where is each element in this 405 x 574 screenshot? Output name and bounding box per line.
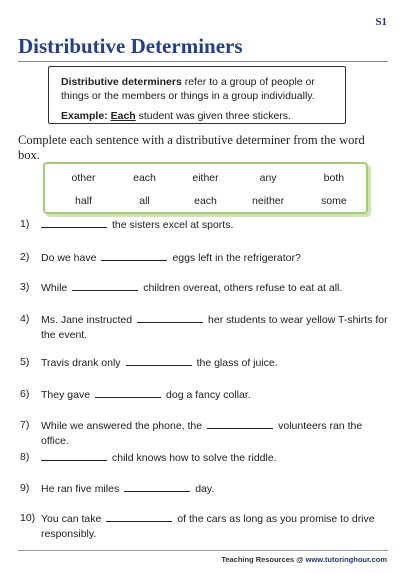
question-after: day. <box>195 483 215 495</box>
word-box-word: half <box>75 195 92 207</box>
question-text <box>41 250 390 266</box>
question-before: Travis drank only <box>41 357 121 369</box>
question-after: the glass of juice. <box>196 357 278 369</box>
question-number: 2) <box>20 251 30 263</box>
question-text <box>41 450 390 466</box>
question-after: dog a fancy collar. <box>166 389 251 401</box>
word-box-word: each <box>133 172 156 184</box>
question-text <box>41 355 390 371</box>
word-box-word: neither <box>252 195 285 207</box>
question-after: her students to wear yellow T-shirts for the event. <box>41 314 388 341</box>
title-divider <box>18 61 388 62</box>
answer-blank[interactable] <box>126 355 192 366</box>
question-text <box>41 312 390 343</box>
example-rest: student was given three stickers. <box>135 110 291 122</box>
question-text <box>41 418 390 449</box>
question-text <box>41 387 390 403</box>
question-number: 7) <box>20 419 30 431</box>
answer-blank[interactable] <box>41 217 107 228</box>
question-before: While we answered the phone, the <box>41 420 203 432</box>
question-number: 3) <box>20 281 30 293</box>
question-after: child knows how to solve the riddle. <box>112 452 277 464</box>
question-before: While <box>41 282 68 294</box>
question-after: of the cars as long as you promise to drive responsibly. <box>41 513 375 540</box>
footer-site: www.tutoringhour.com <box>305 555 387 564</box>
answer-blank[interactable] <box>124 481 190 492</box>
answer-blank[interactable] <box>106 511 172 522</box>
footer <box>221 555 387 564</box>
question-after: eggs left in the refrigerator? <box>172 252 301 264</box>
question-before: He ran five miles <box>41 483 120 495</box>
question-number: 8) <box>20 451 30 463</box>
answer-blank[interactable] <box>72 280 138 291</box>
answer-blank[interactable] <box>41 450 107 461</box>
question-number: 1) <box>20 218 30 230</box>
answer-blank[interactable] <box>95 387 161 398</box>
question-number: 6) <box>20 388 30 400</box>
word-box-word: all <box>139 195 150 207</box>
definition-box <box>48 66 346 124</box>
word-box-word: each <box>194 195 217 207</box>
question-before: Do we have <box>41 252 97 264</box>
question-text <box>41 217 390 233</box>
example-word: Each <box>110 110 136 122</box>
word-box-word: any <box>259 172 277 184</box>
word-box-word: some <box>321 195 347 207</box>
question-number: 9) <box>20 482 30 494</box>
question-after: children overeat, others refuse to eat at all. <box>143 282 343 294</box>
word-box-word: both <box>323 172 345 184</box>
question-text <box>41 280 390 296</box>
definition-example <box>61 109 335 123</box>
definition-body: refer to a group of people or things or the members or things in a group individually. <box>61 76 315 102</box>
instructions: Complete each sentence with a distributive determiner from the word box. <box>18 133 365 162</box>
question-before: You can take <box>41 513 102 525</box>
question-before: They gave <box>41 389 91 401</box>
question-after: the sisters excel at sports. <box>112 219 234 231</box>
page-code: S1 <box>375 16 387 28</box>
question-number: 5) <box>20 356 30 368</box>
footer-label: Teaching Resources @ <box>221 555 306 564</box>
page-title: Distributive Determiners <box>18 34 243 58</box>
answer-blank[interactable] <box>137 312 203 323</box>
definition-term: Distributive determiners <box>61 76 182 88</box>
question-text <box>41 481 390 497</box>
answer-blank[interactable] <box>207 418 273 429</box>
word-box-word: other <box>71 172 96 184</box>
example-label: Example: <box>61 110 108 122</box>
word-box-word: either <box>192 172 219 184</box>
question-before: Ms. Jane instructed <box>41 314 133 326</box>
word-box <box>43 162 368 214</box>
question-text <box>41 511 390 542</box>
footer-divider <box>18 550 388 551</box>
question-after: volunteers ran the office. <box>41 420 363 447</box>
question-number: 4) <box>20 313 30 325</box>
question-number: 10) <box>20 512 36 524</box>
definition-text <box>61 75 335 103</box>
answer-blank[interactable] <box>101 250 167 261</box>
